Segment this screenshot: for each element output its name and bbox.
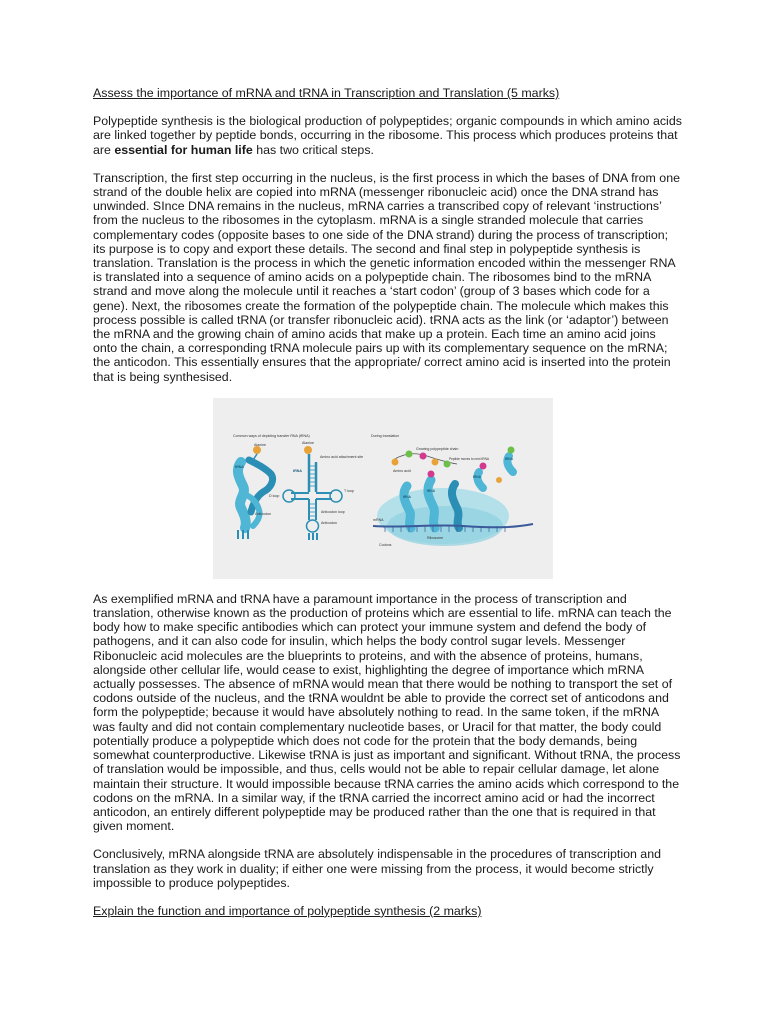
trna-diagram: [213, 398, 553, 579]
paragraph-intro: [93, 114, 683, 157]
amino-acid-icon: [253, 446, 261, 454]
document-body: [93, 86, 683, 932]
label-alanine-left: Alanine: [254, 442, 266, 447]
label-anticodon-loop: Anticodon loop: [321, 509, 345, 514]
label-amino-acid: Amino acid: [393, 468, 411, 473]
intro-text-end: has two critical steps.: [252, 142, 374, 157]
label-trna-4: tRNA: [505, 456, 513, 461]
label-ribosome: Ribosome: [427, 535, 444, 540]
label-attachment-site: Amino acid attachment site: [320, 454, 364, 459]
intro-bold-text: essential for human life: [114, 142, 253, 157]
label-d-loop: D loop: [269, 493, 280, 498]
left-caption: Common ways of depicting transfer RNA (tRNA): [233, 433, 310, 438]
trna-3d-model: [237, 446, 273, 539]
trna-cloverleaf: [283, 446, 342, 540]
right-caption: During translation: [371, 433, 400, 438]
label-alanine-cloverleaf: Alanine: [302, 440, 314, 445]
label-t-loop: T loop: [344, 488, 354, 493]
amino-acid-icon: [304, 446, 312, 454]
label-trna-cloverleaf: tRNA: [293, 468, 302, 473]
label-anticodon-cloverleaf: Anticodon: [321, 520, 337, 525]
trna-diagram-figure: [213, 398, 553, 579]
label-trna-1: tRNA: [403, 494, 411, 499]
label-mrna: mRNA: [373, 517, 384, 522]
label-codons: Codons: [379, 542, 392, 547]
polypeptide-chain: [392, 446, 515, 483]
paragraph-conclusion: Conclusively, mRNA alongside tRNA are absolutely indispensable in the procedures of transcription and translation as they work in duality; if either one were missing from the process, it would become strictly impossible to produce polypeptides.: [93, 847, 661, 890]
label-anticodon-left: Anticodon: [255, 511, 271, 516]
question-heading-1: Assess the importance of mRNA and tRNA in Transcription and Translation (5 marks): [93, 86, 560, 100]
paragraph-transcription: Transcription, the first step occurring in the nucleus, is the first process in which the bases of DNA from one strand of the double helix are copied into mRNA (messenger ribonucleic acid) once the DNA strand has unwinded. SInce DNA remains in the nucleus, mRNA carries a transcribed copy of relevant ‘instructions’ from the nucleus to the ribosomes in the cytoplasm. mRNA is a single stranded molecule that carries complementary codes (opposite bases to one side of the DNA strand) during the process of transcription; its purpose is to copy and export these details. The second and final step in polypeptide synthesis is translation. Translation is the process in which the genetic information encoded within the messenger RNA is translated into a sequence of amino acids on a polypeptide chain. The ribosomes bind to the mRNA strand and move along the molecule until it reaches a ‘start codon’ (group of 3 bases which code for a gene). Next, the ribosomes create the formation of the polypeptide chain. The molecule which makes this process possible is called tRNA (or transfer ribonucleic acid). tRNA acts as the link (or ‘adaptor’) between the mRNA and the growing chain of amino acids that make up a protein. Each time an amino acid joins onto the chain, a corresponding tRNA molecule pairs up with its complementary sequence on the mRNA; the anticodon. This essentially ensures that the appropriate/ correct amino acid is inserted into the protein that is being synthesised.: [93, 170, 680, 384]
label-growing-chain: Growing polypeptide chain: [416, 446, 459, 451]
intro-text-start: Polypeptide synthesis is the biological production of polypeptides; organic compounds in which amino acids are linked together by peptide bonds, occurring in the ribosome. This process which produces proteins that are: [93, 114, 682, 157]
label-trna-3: tRNA: [473, 474, 481, 479]
label-peptide-moves: Peptide moves to next tRNA: [449, 456, 490, 461]
label-trna-left: tRNA: [235, 464, 244, 469]
question-heading-2: Explain the function and importance of polypeptide synthesis (2 marks): [93, 903, 482, 918]
paragraph-importance: As exemplified mRNA and tRNA have a paramount importance in the process of transcription and translation, otherwise known as the production of proteins which are essential to life. mRNA can teach the body how to make specific antibodies which can protect your immune system and defend the body of pathogens, and it can also code for insulin, which helps the body control sugar levels. Messenger Ribonucleic acid molecules are the blueprints to proteins, and with the absence of proteins, humans, alongside other cellular life, would cease to exist, highlighting the degree of importance which mRNA actually possesses. The absence of mRNA would mean that there would be nothing to transport the set of codons outside of the nucleus, and the tRNA wouldnt be able to provide the correct set of anticodons and form the polypeptide; because it would have absolutely nothing to read. In the same token, if the mRNA was faulty and did not contain complementary nucleotide bases, or Uracil for that matter, the body could potentially produce a polypeptide which does not code for the protein that the body demands, being somewhat counterproductive. Likewise tRNA is just as important and significant. Without tRNA, the process of translation would be impossible, and thus, cells would not be able to repair cellular damage, let alone maintain their structure. It would impossible because tRNA carries the amino acids which correspond to the codons on the mRNA. In a similar way, if the tRNA carried the incorrect amino acid or had the incorrect anticodon, an entirely different polypeptide may be produced rather than the one that is required in that given moment.: [93, 591, 681, 834]
label-trna-2: tRNA: [427, 488, 435, 493]
